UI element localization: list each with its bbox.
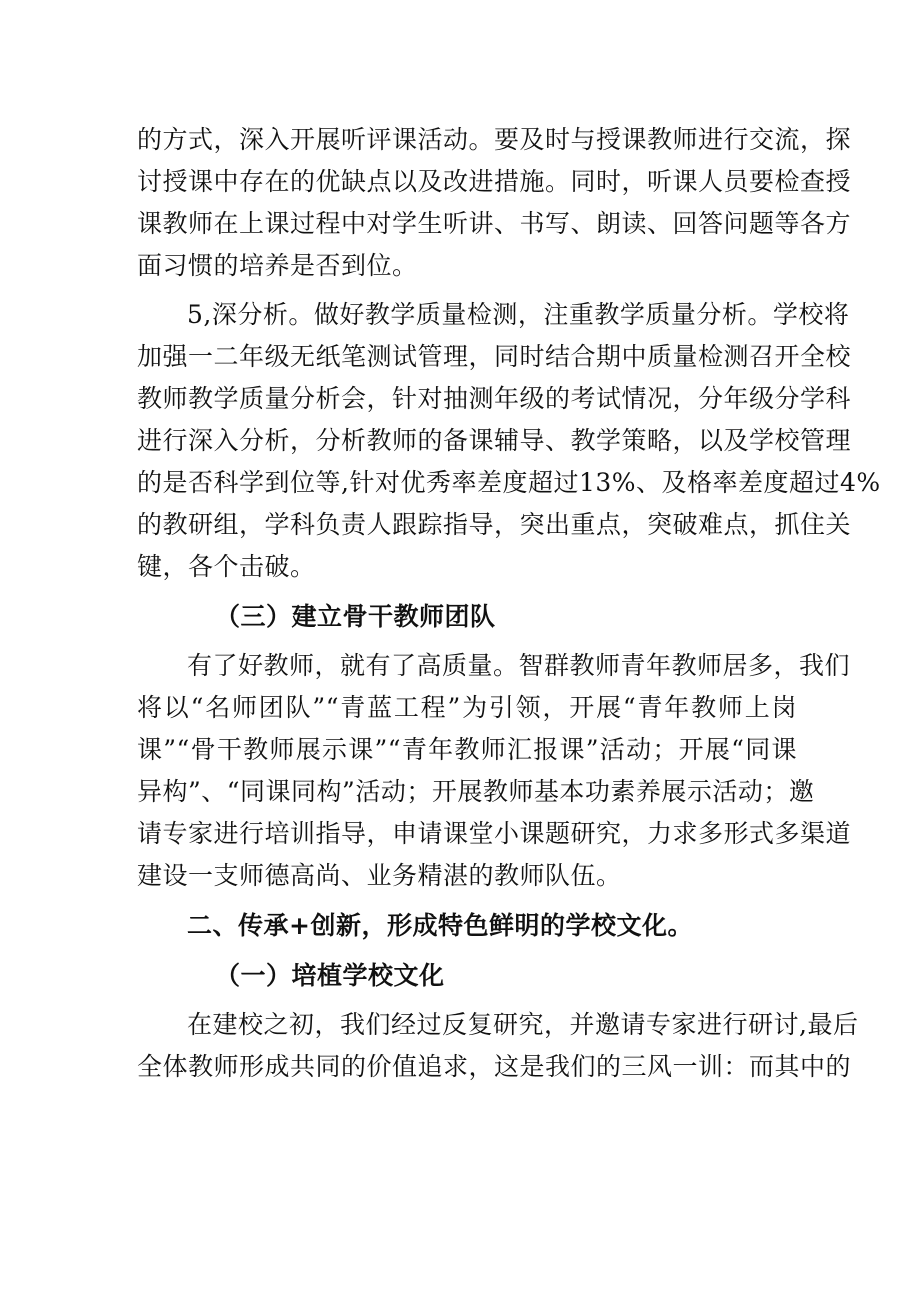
document-body: [137, 119, 881, 1088]
text-line: 加强一二年级无纸笔测试管理，同时结合期中质量检测召开全校: [137, 342, 852, 371]
text-line: 异构”、“同课同构”活动；开展教师基本功素养展示活动；邀: [137, 777, 815, 806]
text-line: 课教师在上课过程中对学生听讲、书写、朗读、回答问题等各方: [137, 209, 852, 238]
text-line: 的教研组，学科负责人跟踪指导，突出重点，突破难点，抓住关: [137, 510, 852, 539]
text-line: 有了好教师，就有了高质量。智群教师青年教师居多，我们: [187, 651, 851, 680]
text-line: 的是否科学到位等,针对优秀率差度超过13%、及格率差度超过4%: [137, 468, 881, 497]
text-line: 键，各个击破。: [137, 552, 316, 581]
text-line: 面习惯的培养是否到位。: [137, 251, 418, 280]
text-line: 进行深入分析，分析教师的备课辅导、教学策略，以及学校管理: [137, 426, 852, 455]
text-line: 讨授课中存在的优缺点以及改进措施。同时，听课人员要检查授: [137, 167, 852, 196]
paragraph-deep-analysis: [137, 294, 881, 588]
text-line: 全体教师形成共同的价值追求，这是我们的三风一训：而其中的: [137, 1052, 852, 1081]
text-line: 将以“名师团队”“青蓝工程”为引领，开展“青年教师上岗: [137, 693, 797, 722]
paragraph-school-founding: [137, 1004, 859, 1088]
text-line: 教师教学质量分析会，针对抽测年级的考试情况，分年级分学科: [137, 384, 852, 413]
text-line: 的方式，深入开展听评课活动。要及时与授课教师进行交流，探: [137, 125, 852, 154]
paragraph-listening-evaluation: [137, 119, 852, 287]
text-line: 请专家进行培训指导，申请课堂小课题研究，力求多形式多渠道: [137, 819, 852, 848]
section-heading-backbone-team: （三）建立骨干教师团队: [215, 602, 496, 631]
main-heading-school-culture: 二、传承+创新，形成特色鲜明的学校文化。: [187, 911, 693, 940]
text-line: 5,深分析。做好教学质量检测，注重教学质量分析。学校将: [187, 300, 850, 329]
section-heading-cultivate-culture: （一）培植学校文化: [215, 961, 445, 990]
paragraph-backbone-team: [137, 645, 852, 897]
text-line: 课”“骨干教师展示课”“青年教师汇报课”活动；开展“同课: [137, 735, 797, 764]
text-line: 建设一支师德高尚、业务精湛的教师队伍。: [137, 861, 622, 890]
text-line: 在建校之初，我们经过反复研究，并邀请专家进行研讨,最后: [187, 1010, 859, 1039]
